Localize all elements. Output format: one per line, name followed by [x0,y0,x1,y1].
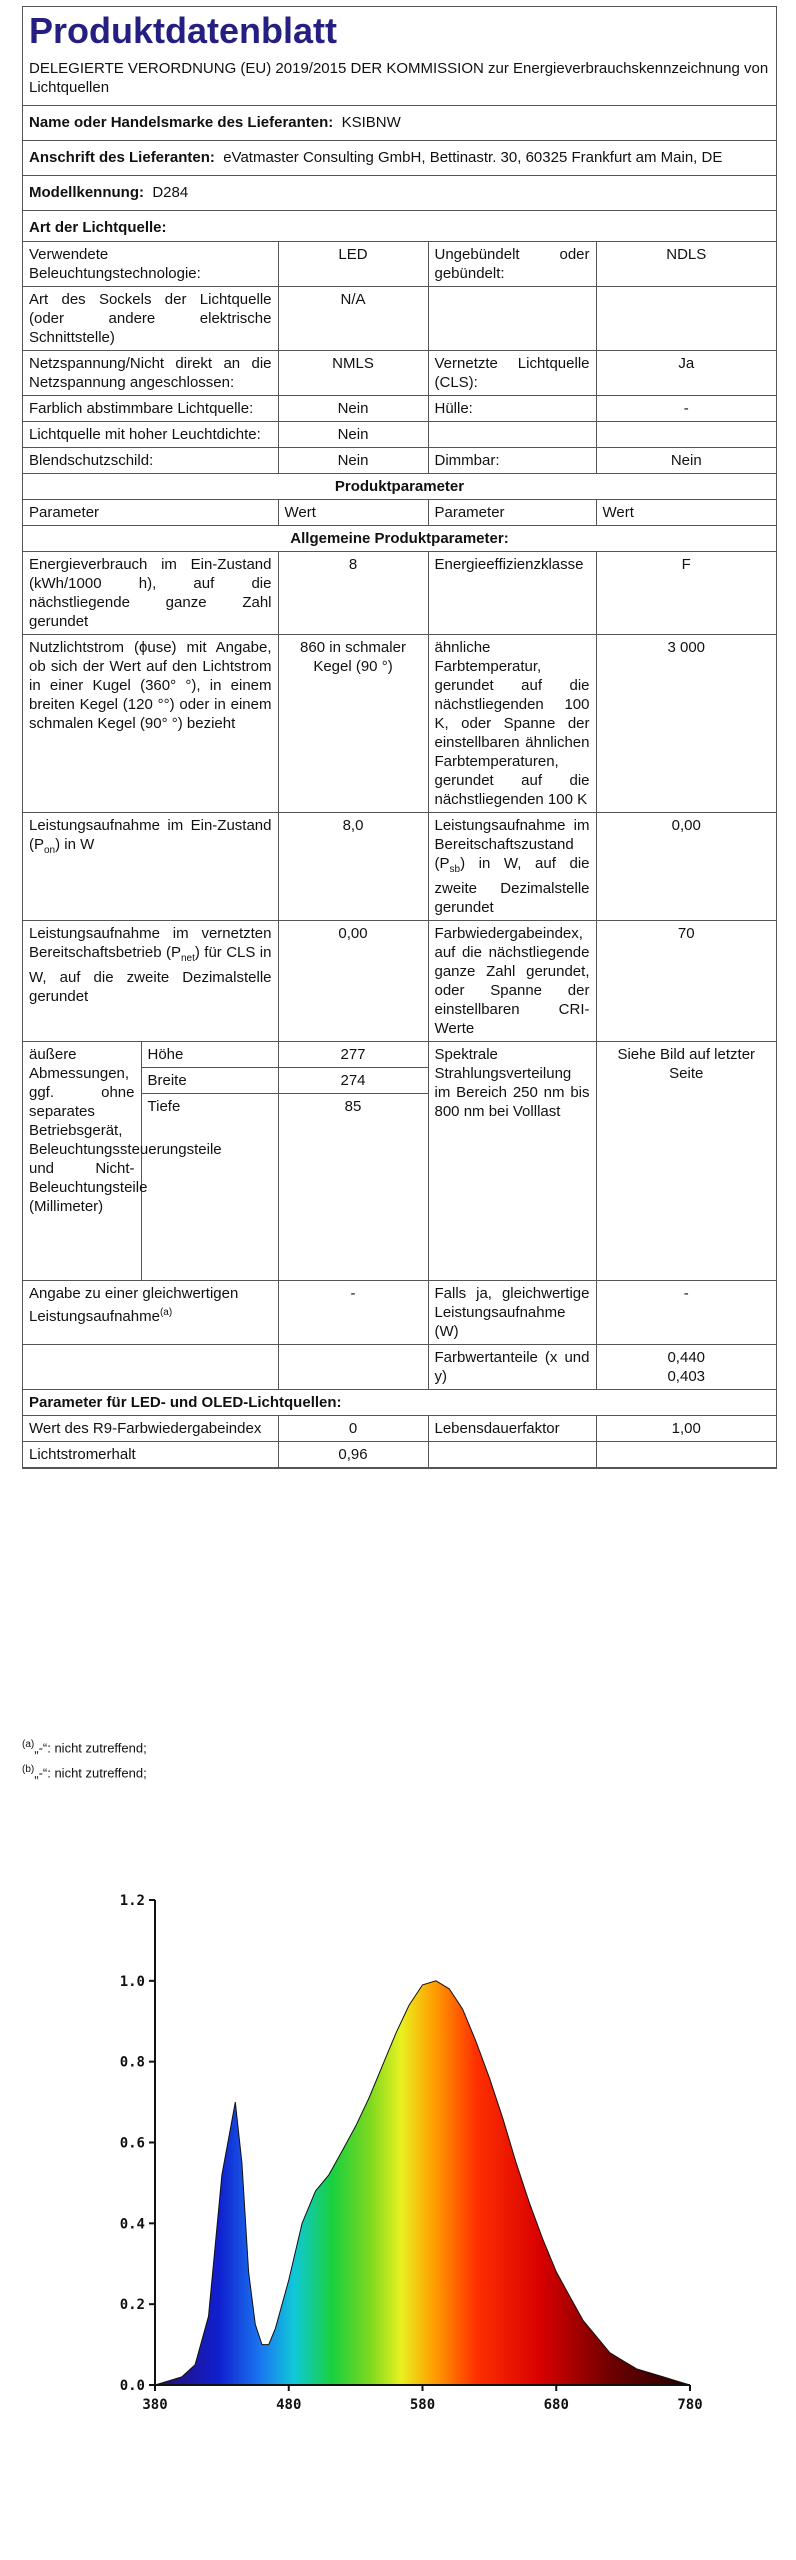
dimensions-cell [23,1042,278,1281]
table-row [23,526,776,552]
equivalent-power-watts-value: - [596,1281,776,1345]
color-temperature-value: 3 000 [596,635,776,813]
chromaticity-value [596,1345,776,1390]
supplier-address-row [23,140,776,175]
empty-cell [428,422,596,448]
on-mode-power-label: Leistungsaufnahme im Ein-Zustand $(P_{on})$ in W [23,813,278,921]
luminous-flux-value: 860 in schmaler Kegel (90 °) [278,635,428,813]
chromaticity-label: Farbwertanteile (x und y) [428,1345,596,1390]
table-row [23,242,776,287]
y-tick-label: 0.8 [119,2054,145,2071]
table-row [23,396,776,422]
light-type-row [23,210,776,241]
cri-value: 70 [596,921,776,1042]
equivalent-power-label: Angabe zu einer gleichwertigen Leistungsaufnahme$^{(a)}$ [23,1281,278,1345]
empty-cell [428,287,596,351]
light-type-label: Art der Lichtquelle: [29,219,167,236]
width-label: Breite [141,1068,278,1094]
led-params-heading: Parameter für LED- und OLED-Lichtquellen: [23,1390,776,1416]
undirected-label: Ungebündelt oder gebündelt: [428,242,596,287]
connected-label: Vernetzte Lichtquelle (CLS): [428,351,596,396]
spectral-distribution-value: Siehe Bild auf letzter Seite [596,1042,776,1281]
efficiency-class-value: F [596,552,776,635]
x-tick-label: 380 [142,2397,168,2413]
on-mode-power-value: 8,0 [278,813,428,921]
high-luminance-label: Lichtquelle mit hoher Leuchtdichte: [23,422,278,448]
tunable-label: Farblich abstimmbare Lichtquelle: [23,396,278,422]
undirected-value: NDLS [596,242,776,287]
col-header-value: Wert [596,500,776,526]
empty-cell [596,422,776,448]
tech-label: Verwendete Beleuchtungstechnologie: [23,242,278,287]
survival-factor-label: Lebensdauerfaktor [428,1416,596,1442]
connected-value: Ja [596,351,776,396]
table-row [23,448,776,474]
tunable-value: Nein [278,396,428,422]
socket-value: N/A [278,287,428,351]
supplier-address-label: Anschrift des Lieferanten: [29,149,215,166]
model-label: Modellkennung: [29,184,144,201]
footnote-a: $^{(a)}$„-“: nicht zutreffend; [22,1739,147,1756]
lumen-maintenance-label: Lichtstromerhalt [23,1442,278,1468]
standby-power-value: 0,00 [596,813,776,921]
survival-factor-value: 1,00 [596,1416,776,1442]
table-row [23,1345,776,1390]
table-row [23,500,776,526]
spectrum-area [155,1981,690,2385]
footnotes [22,1734,147,1785]
y-tick-label: 0.0 [119,2378,145,2394]
glare-shield-label: Blendschutzschild: [23,448,278,474]
energy-consumption-label: Energieverbrauch im Ein-Zustand (kWh/1000 h), auf die nächstliegende ganze Zahl gerundet [23,552,278,635]
high-luminance-value: Nein [278,422,428,448]
general-params-heading: Allgemeine Produktparameter: [23,526,776,552]
y-tick-label: 0.2 [119,2297,145,2314]
table-row [23,921,776,1042]
equivalent-power-watts-label: Falls ja, gleichwertige Leistungsaufnahme (W) [428,1281,596,1345]
col-header-param: Parameter [23,500,278,526]
color-temperature-label: ähnliche Farbtemperatur, gerundet auf die nächstliegenden 100 K, oder Spanne der einstellbaren ähnlichen Farbtemperaturen, gerundet auf die nächstliegenden 100 K [428,635,596,813]
table-row [23,474,776,500]
empty-cell [23,1345,278,1390]
tech-value: LED [278,242,428,287]
mains-value: NMLS [278,351,428,396]
supplier-name-row [23,105,776,140]
socket-label: Art des Sockels der Lichtquelle (oder andere elektrische Schnittstelle) [23,287,278,351]
empty-cell [596,287,776,351]
height-label: Höhe [141,1042,278,1068]
table-row [23,351,776,396]
empty-cell [596,1442,776,1468]
lumen-maintenance-value: 0,96 [278,1442,428,1468]
supplier-address-value: eVatmaster Consulting GmbH, Bettinastr. 30, 60325 Frankfurt am Main, DE [223,149,723,166]
equivalent-power-value: - [278,1281,428,1345]
efficiency-class-label: Energieeffizienzklasse [428,552,596,635]
networked-standby-label: Leistungsaufnahme im vernetzten Bereitschaftsbetrieb $(P_{net})$ für CLS in W, auf die zweite Dezimalstelle gerundet [23,921,278,1042]
energy-consumption-value: 8 [278,552,428,635]
cri-label: Farbwiedergabeindex, auf die nächstliegende ganze Zahl gerundet, oder Spanne der einstellbaren CRI-Werte [428,921,596,1042]
x-tick-label: 580 [409,2397,436,2413]
table-row [23,1416,776,1442]
dimensions-values-cell [278,1042,428,1281]
y-tick-label: 0.4 [119,2216,145,2233]
dimmable-value: Nein [596,448,776,474]
dimmable-label: Dimmbar: [428,448,596,474]
chromaticity-y: 0,403 [667,1368,706,1385]
chromaticity-x: 0,440 [667,1349,706,1366]
table-row [23,287,776,351]
model-row [23,175,776,210]
height-value: 277 [279,1042,428,1068]
dimensions-label: äußere Abmessungen, ggf. ohne separates Betriebsgerät, Beleuchtungssteuerungsteile und Nicht-Beleuchtungsteile (Millimeter) [23,1042,141,1280]
dimensions-subtable [23,1042,278,1280]
table-row [23,1042,776,1281]
r9-value: 0 [278,1416,428,1442]
y-tick-label: 1.0 [119,1973,145,1990]
table-row [23,552,776,635]
light-source-table [23,241,776,1468]
envelope-label: Hülle: [428,396,596,422]
luminous-flux-label: Nutzlichtstrom (ϕuse) mit Angabe, ob sich der Wert auf den Lichtstrom in einer Kugel (360° °), in einem breiten Kegel (120 °°) oder in einem schmalen Kegel (90° °) bezieht [23,635,278,813]
table-row [23,1281,776,1345]
x-tick-label: 780 [677,2397,703,2413]
col-header-param: Parameter [428,500,596,526]
networked-standby-value: 0,00 [278,921,428,1042]
spectral-distribution-chart [100,1880,720,2440]
glare-shield-value: Nein [278,448,428,474]
product-params-heading: Produktparameter [23,474,776,500]
table-row [23,813,776,921]
mains-label: Netzspannung/Nicht direkt an die Netzspannung angeschlossen: [23,351,278,396]
x-tick-label: 480 [276,2397,302,2413]
table-row [23,422,776,448]
depth-label: Tiefe [141,1094,278,1281]
regulation-subtitle: DELEGIERTE VERORDNUNG (EU) 2019/2015 DER KOMMISSION zur Energieverbrauchskennzeichnung von Lichtquellen [29,60,769,96]
table-row [23,1390,776,1416]
supplier-name-value: KSIBNW [341,114,401,131]
supplier-name-label: Name oder Handelsmarke des Lieferanten: [29,114,334,131]
empty-cell [278,1345,428,1390]
r9-label: Wert des R9-Farbwiedergabeindex [23,1416,278,1442]
standby-power-label: Leistungsaufnahme im Bereitschaftszustand $(P_{sb})$ in W, auf die zweite Dezimalstelle gerundet [428,813,596,921]
table-row [23,1442,776,1468]
product-data-sheet [22,6,777,1469]
col-header-value: Wert [278,500,428,526]
y-tick-label: 0.6 [119,2135,145,2152]
width-value: 274 [279,1068,428,1094]
footnote-b: $^{(b)}$„-“: nicht zutreffend; [22,1764,147,1781]
sheet-title: Produktdatenblatt [29,10,338,51]
x-tick-label: 680 [543,2397,569,2413]
model-value: D284 [152,184,189,201]
empty-cell [428,1442,596,1468]
envelope-value: - [596,396,776,422]
table-row [23,635,776,813]
spectral-distribution-label: Spektrale Strahlungsverteilung im Bereich 250 nm bis 800 nm bei Volllast [428,1042,596,1281]
depth-value: 85 [344,1098,362,1115]
y-tick-label: 1.2 [119,1893,145,1909]
